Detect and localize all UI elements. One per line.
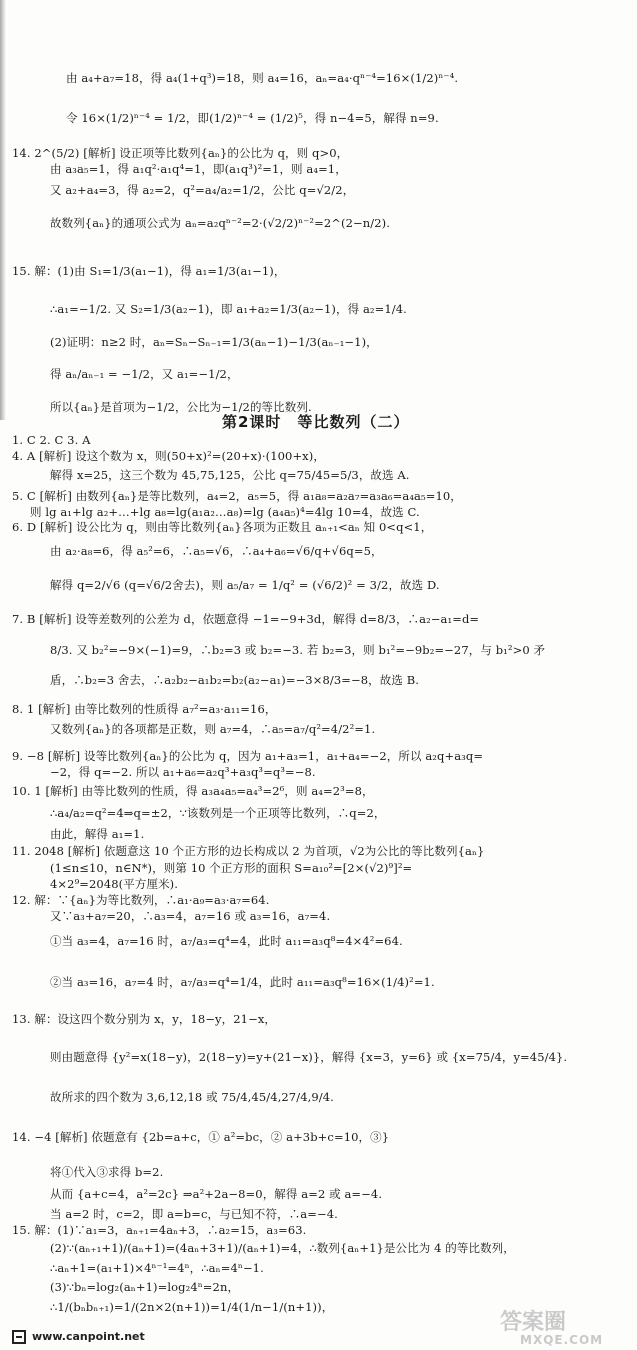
text-line: 9. −8 [解析] 设等比数列{aₙ}的公比为 q，因为 a₁+a₃=1，a₁+a₄=−2，所以 a₂q+a₃q= [12, 749, 484, 763]
text-line: ∴a₄/a₂=q²=4⇒q=±2，∵该数列是一个正项等比数列，∴q=2， [50, 806, 386, 820]
text-line: 又数列{aₙ}的各项都是正数，则 a₇=4，∴a₅=a₇/q²=4/2²=1. [50, 722, 376, 736]
text-line: 8/3. 又 b₂²=−9×(−1)=9，∴b₂=3 或 b₂=−3. 若 b₂=3，则 b₁²=−9b₂=−27，与 b₁²>0 矛 [50, 643, 546, 657]
text-line: ②当 a₃=16，a₇=4 时，a₇/a₃=q⁴=1/4，此时 a₁₁=a₃q⁸=16×(1/4)²=1. [50, 975, 435, 989]
text-line: −2，得 q=−2. 所以 a₁+a₆=a₂q³+a₃q³=q³=−8. [50, 765, 316, 779]
text-line: 11. 2048 [解析] 依题意这 10 个正方形的边长构成以 2 为首项，√2为公比的等比数列{aₙ} [12, 844, 485, 858]
text-line: 4×2⁹=2048(平方厘米). [50, 877, 179, 891]
text-line: (2)∵(aₙ₊₁+1)/(aₙ+1)=(4aₙ+3+1)/(aₙ+1)=4，∴数列{aₙ+1}是公比为 4 的等比数列， [50, 1241, 515, 1255]
text-line: 则 lg a₁+lg a₂+…+lg a₈=lg(a₁a₂…a₈)=lg (a₄a₅)⁴=4lg 10=4，故选 C. [30, 505, 420, 519]
text-line: 盾，∴b₂=3 舍去，∴a₂b₂−a₁b₂=b₂(a₂−a₁)=−3×8/3=−8，故选 B. [50, 673, 420, 687]
text-line: 10. 1 [解析] 由等比数列的性质，得 a₃a₄a₅=a₄³=2⁶，则 a₄=2³=8， [12, 784, 374, 798]
text-line: 当 a=2 时，c=2，即 a=b=c，与已知不符，∴a=−4. [50, 1207, 338, 1221]
section-title: 第2课时 等比数列（二） [222, 413, 410, 431]
text-line: 由 a₃a₅=1，得 a₁q²·a₁q⁴=1，即(a₁q³)²=1，则 a₄=1， [50, 162, 347, 176]
text-line: 从而 {a+c=4，a²=2c} ⇒a²+2a−8=0，解得 a=2 或 a=−4. [50, 1187, 383, 1201]
watermark-logo: 答案圈 [500, 1310, 567, 1335]
text-line: 将①代入③求得 b=2. [50, 1165, 164, 1179]
text-line: 14. −4 [解析] 依题意有 {2b=a+c，① a²=bc，② a+3b+c=10，③} [12, 1130, 390, 1144]
text-line: 6. D [解析] 设公比为 q，则由等比数列{aₙ}各项为正数且 aₙ₊₁<aₙ 知 0<q<1， [12, 520, 433, 534]
text-line: (2)证明：n≥2 时，aₙ=Sₙ−Sₙ₋₁=1/3(aₙ−1)−1/3(aₙ₋₁−1)， [50, 335, 378, 349]
text-line: 8. 1 [解析] 由等比数列的性质得 a₇²=a₃·a₁₁=16， [12, 702, 277, 716]
text-line: 14. 2^(5/2) [解析] 设正项等比数列{aₙ}的公比为 q，则 q>0， [12, 146, 349, 160]
text-line: (3)∵bₙ=log₂(aₙ+1)=log₂4ⁿ=2n， [50, 1280, 240, 1294]
text-line: 解得 x=25，这三个数为 45,75,125，公比 q=75/45=5/3，故选 A. [50, 468, 410, 482]
canpoint-logo-icon [12, 1330, 26, 1344]
text-line: 7. B [解析] 设等差数列的公差为 d，依题意得 −1=−9+3d，解得 d=8/3，∴a₂−a₁=d= [12, 612, 480, 626]
text-line: 13. 解：设这四个数分别为 x，y，18−y，21−x， [12, 1012, 277, 1026]
text-line: ∴aₙ+1=(a₁+1)×4ⁿ⁻¹=4ⁿ，∴aₙ=4ⁿ−1. [50, 1261, 264, 1275]
text-line: 15. 解：(1)由 S₁=1/3(a₁−1)，得 a₁=1/3(a₁−1)， [12, 264, 286, 278]
text-line: 1. C 2. C 3. A [12, 433, 91, 447]
text-line: 15. 解：(1)∵a₁=3，aₙ₊₁=4aₙ+3，∴a₂=15，a₃=63. [12, 1223, 307, 1237]
text-line: 令 16×(1/2)ⁿ⁻⁴ = 1/2，即(1/2)ⁿ⁻⁴ = (1/2)⁵，得 n−4=5，解得 n=9. [66, 111, 439, 125]
text-line: 由 a₂·a₈=6，得 a₅²=6，∴a₅=√6，∴a₄+a₆=√6/q+√6q=5， [50, 544, 383, 558]
text-line: ∴a₁=−1/2. 又 S₂=1/3(a₂−1)，即 a₁+a₂=1/3(a₂−1)，得 a₂=1/4. [50, 302, 407, 316]
text-line: 由此，解得 a₁=1. [50, 827, 145, 841]
text-line: 故数列{aₙ}的通项公式为 aₙ=a₂qⁿ⁻²=2·(√2/2)ⁿ⁻²=2^(2−n/2). [50, 216, 391, 230]
text-line: 又 a₂+a₄=3，得 a₂=2，q²=a₄/a₂=1/2，公比 q=√2/2， [50, 183, 355, 197]
binding-shadow [0, 0, 6, 420]
text-line: 4. A [解析] 设这个数为 x，则(50+x)²=(20+x)·(100+x)， [12, 449, 325, 463]
text-line: 12. 解：∵{aₙ}为等比数列，∴a₁·a₉=a₃·a₇=64. [12, 893, 270, 907]
text-line: 所以{aₙ}是首项为−1/2，公比为−1/2的等比数列. [50, 400, 312, 414]
text-line: 由 a₄+a₇=18，得 a₄(1+q³)=18，则 a₄=16，aₙ=a₄·qⁿ⁻⁴=16×(1/2)ⁿ⁻⁴. [66, 71, 459, 85]
text-line: 则由题意得 {y²=x(18−y)，2(18−y)=y+(21−x)}，解得 {x=3，y=6} 或 {x=75/4，y=45/4}. [50, 1050, 568, 1064]
text-line: 解得 q=2/√6 (q=√6/2舍去)，则 a₅/a₇ = 1/q² = (√6/2)² = 3/2，故选 D. [50, 578, 440, 592]
text-line: 又∵a₃+a₇=20，∴a₃=4，a₇=16 或 a₃=16，a₇=4. [50, 909, 331, 923]
text-line: ∴1/(bₙbₙ₊₁)=1/(2n×2(n+1))=1/4(1/n−1/(n+1))， [50, 1300, 334, 1314]
footer-url: www.canpoint.net [32, 1330, 145, 1343]
text-line: 5. C [解析] 由数列{aₙ}是等比数列，a₄=2，a₅=5，得 a₁a₈=a₂a₇=a₃a₆=a₄a₅=10， [12, 489, 462, 503]
text-line: ①当 a₃=4，a₇=16 时，a₇/a₃=q⁴=4，此时 a₁₁=a₃q⁸=4×4²=64. [50, 934, 403, 948]
text-line: 故所求的四个数为 3,6,12,18 或 75/4,45/4,27/4,9/4. [50, 1090, 334, 1104]
text-line: (1≤n≤10，n∈N*)，则第 10 个正方形的面积 S=a₁₀²=[2×(√2)⁹]²= [50, 861, 413, 875]
text-line: 得 aₙ/aₙ₋₁ = −1/2，又 a₁=−1/2， [50, 367, 239, 381]
watermark-site: MXQE.COM [520, 1333, 604, 1347]
